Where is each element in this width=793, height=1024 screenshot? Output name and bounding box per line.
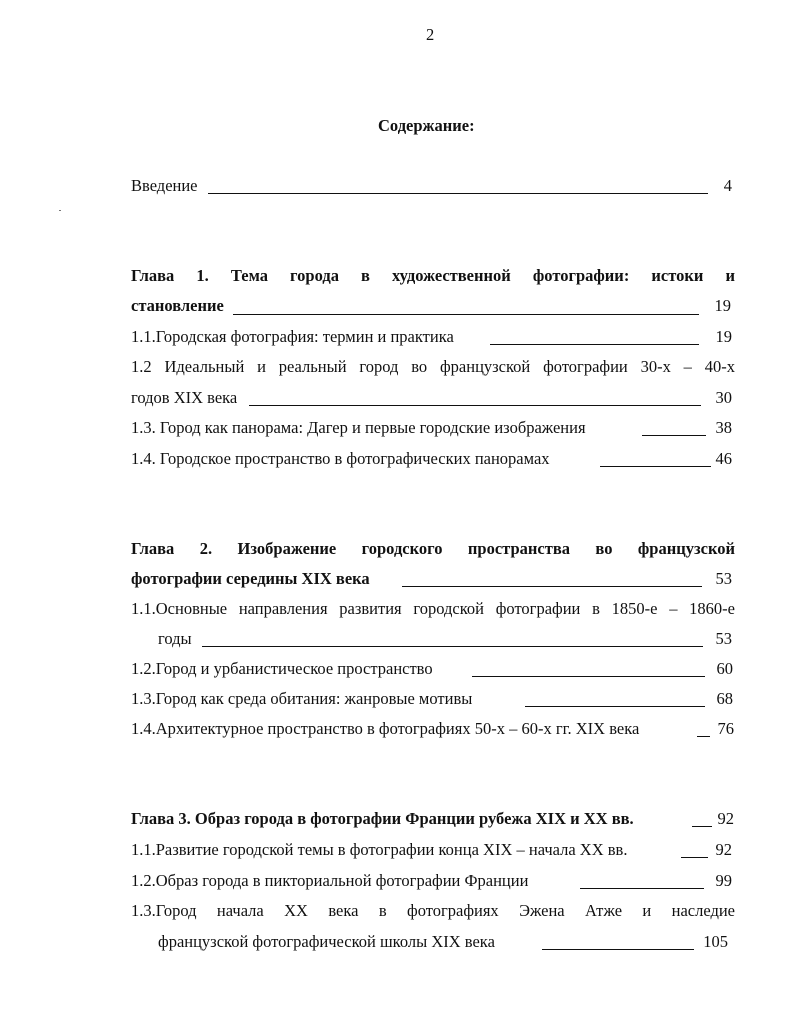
toc-leader-line	[402, 586, 702, 587]
toc-leader-line	[600, 466, 711, 467]
toc-leader-line	[642, 435, 706, 436]
chapter2-heading-line1: Глава 2. Изображение городского пространства во французской	[131, 539, 735, 558]
toc-item-1-2-label-line2: годов XIX века	[131, 388, 238, 407]
toc-item-1-2-page: 30	[715, 388, 732, 407]
toc-leader-line	[697, 736, 710, 737]
chapter2-page: 53	[715, 569, 732, 588]
toc-item-2-3-page: 68	[716, 689, 733, 708]
toc-leader-line	[208, 193, 708, 194]
toc-item-3-1-page: 92	[715, 840, 732, 859]
toc-leader-line	[692, 826, 712, 827]
toc-item-3-3-label-line2: французской фотографической школы XIX века	[158, 932, 495, 951]
toc-item-3-3-label-line1: 1.3.Город начала XX века в фотографиях Эжена Атже и наследие	[131, 901, 735, 920]
toc-item-1-1-page: 19	[715, 327, 732, 346]
page-title: Содержание:	[378, 116, 475, 135]
toc-leader-line	[249, 405, 701, 406]
toc-intro-label: Введение	[131, 176, 198, 195]
toc-leader-line	[525, 706, 705, 707]
toc-leader-line	[681, 857, 708, 858]
toc-leader-line	[472, 676, 705, 677]
toc-item-1-3-page: 38	[715, 418, 732, 437]
toc-item-3-1-label: 1.1.Развитие городской темы в фотографии конца XIX – начала XX вв.	[131, 840, 628, 859]
chapter1-heading-line2: становление	[131, 296, 224, 315]
toc-item-2-1-page: 53	[715, 629, 732, 648]
toc-item-2-4-label: 1.4.Архитектурное пространство в фотографиях 50-х – 60-х гг. XIX века	[131, 719, 640, 738]
toc-intro-page: 4	[723, 176, 732, 195]
chapter3-page: 92	[717, 809, 734, 828]
page-number: 2	[426, 25, 435, 44]
toc-item-2-2-label: 1.2.Город и урбанистическое пространство	[131, 659, 433, 678]
toc-item-3-3-page: 105	[703, 932, 728, 951]
toc-item-1-4-label: 1.4. Городское пространство в фотографических панорамах	[131, 449, 550, 468]
toc-item-2-1-label-line2: годы	[158, 629, 192, 648]
toc-leader-line	[580, 888, 704, 889]
toc-item-2-3-label: 1.3.Город как среда обитания: жанровые мотивы	[131, 689, 473, 708]
scan-speck	[59, 210, 61, 211]
toc-leader-line	[542, 949, 694, 950]
toc-item-1-3-label: 1.3. Город как панорама: Дагер и первые городские изображения	[131, 418, 586, 437]
chapter3-heading: Глава 3. Образ города в фотографии Франции рубежа XIX и XX вв.	[131, 809, 634, 828]
toc-leader-line	[202, 646, 703, 647]
toc-leader-line	[490, 344, 699, 345]
toc-item-1-1-label: 1.1.Городская фотография: термин и практика	[131, 327, 454, 346]
chapter1-page: 19	[714, 296, 731, 315]
toc-item-2-1-label-line1: 1.1.Основные направления развития городской фотографии в 1850-е – 1860-е	[131, 599, 735, 618]
toc-item-3-2-label: 1.2.Образ города в пикториальной фотографии Франции	[131, 871, 529, 890]
toc-item-3-2-page: 99	[715, 871, 732, 890]
chapter2-heading-line2: фотографии середины XIX века	[131, 569, 370, 588]
toc-leader-line	[233, 314, 699, 315]
toc-item-1-2-label-line1: 1.2 Идеальный и реальный город во французской фотографии 30-х – 40-х	[131, 357, 735, 376]
toc-item-2-4-page: 76	[717, 719, 734, 738]
chapter1-heading-line1: Глава 1. Тема города в художественной фотографии: истоки и	[131, 266, 735, 285]
toc-item-2-2-page: 60	[716, 659, 733, 678]
toc-item-1-4-page: 46	[715, 449, 732, 468]
